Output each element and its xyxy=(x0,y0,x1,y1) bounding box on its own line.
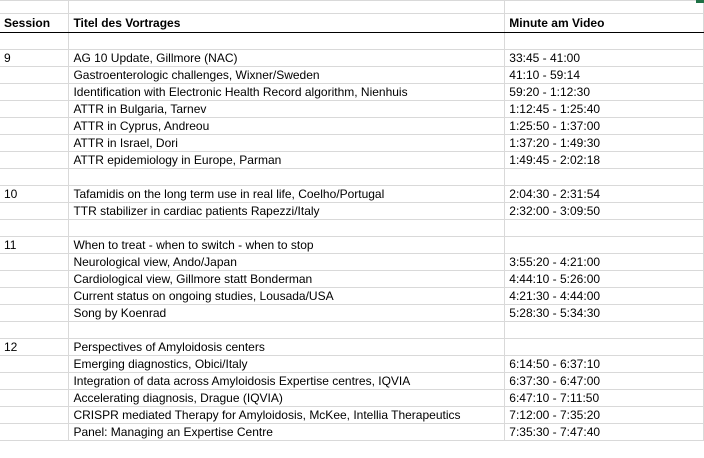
table-row xyxy=(0,117,704,134)
table-row xyxy=(0,338,704,355)
session-cell[interactable] xyxy=(0,151,69,168)
session-cell[interactable] xyxy=(0,219,69,236)
minute-cell[interactable]: 4:44:10 - 5:26:00 xyxy=(505,270,704,287)
table-row xyxy=(0,134,704,151)
minute-cell[interactable]: 2:32:00 - 3:09:50 xyxy=(505,202,704,219)
session-cell[interactable] xyxy=(0,66,69,83)
title-cell[interactable]: AG 10 Update, Gillmore (NAC) xyxy=(69,49,505,66)
title-cell[interactable]: Emerging diagnostics, Obici/Italy xyxy=(69,355,505,372)
title-cell[interactable] xyxy=(69,168,505,185)
minute-cell[interactable] xyxy=(505,32,704,49)
session-cell[interactable] xyxy=(0,270,69,287)
cell[interactable] xyxy=(69,0,505,13)
title-cell[interactable]: ATTR epidemiology in Europe, Parman xyxy=(69,151,505,168)
title-cell[interactable]: Panel: Managing an Expertise Centre xyxy=(69,423,505,440)
table-row xyxy=(0,270,704,287)
table-row xyxy=(0,253,704,270)
title-cell[interactable]: Identification with Electronic Health Record algorithm, Nienhuis xyxy=(69,83,505,100)
table-row xyxy=(0,304,704,321)
top-gridline xyxy=(0,0,704,1)
cell[interactable] xyxy=(0,0,69,13)
session-cell[interactable] xyxy=(0,372,69,389)
title-cell[interactable]: Cardiological view, Gillmore statt Bonderman xyxy=(69,270,505,287)
minute-cell[interactable]: 4:21:30 - 4:44:00 xyxy=(505,287,704,304)
minute-cell[interactable]: 59:20 - 1:12:30 xyxy=(505,83,704,100)
minute-cell[interactable]: 33:45 - 41:00 xyxy=(505,49,704,66)
title-cell[interactable]: Integration of data across Amyloidosis Expertise centres, IQVIA xyxy=(69,372,505,389)
minute-cell[interactable]: 5:28:30 - 5:34:30 xyxy=(505,304,704,321)
minute-cell[interactable]: 41:10 - 59:14 xyxy=(505,66,704,83)
table-row xyxy=(0,423,704,440)
header-row xyxy=(0,13,704,32)
minute-cell[interactable]: 7:35:30 - 7:47:40 xyxy=(505,423,704,440)
title-cell[interactable]: Accelerating diagnosis, Drague (IQVIA) xyxy=(69,389,505,406)
session-cell[interactable] xyxy=(0,202,69,219)
minute-cell[interactable] xyxy=(505,219,704,236)
table-row xyxy=(0,185,704,202)
session-cell[interactable] xyxy=(0,32,69,49)
session-cell[interactable] xyxy=(0,168,69,185)
table-row xyxy=(0,372,704,389)
title-cell[interactable] xyxy=(69,321,505,338)
table-row xyxy=(0,321,704,338)
title-cell[interactable]: When to treat - when to switch - when to stop xyxy=(69,236,505,253)
minute-cell[interactable]: 6:47:10 - 7:11:50 xyxy=(505,389,704,406)
minute-cell[interactable]: 3:55:20 - 4:21:00 xyxy=(505,253,704,270)
header-session[interactable]: Session xyxy=(0,13,69,32)
minute-cell[interactable]: 6:14:50 - 6:37:10 xyxy=(505,355,704,372)
table-row xyxy=(0,32,704,49)
session-cell[interactable]: 12 xyxy=(0,338,69,355)
table-row xyxy=(0,236,704,253)
title-cell[interactable] xyxy=(69,32,505,49)
title-cell[interactable] xyxy=(69,219,505,236)
minute-cell[interactable]: 7:12:00 - 7:35:20 xyxy=(505,406,704,423)
session-cell[interactable]: 9 xyxy=(0,49,69,66)
table-row xyxy=(0,389,704,406)
session-cell[interactable] xyxy=(0,117,69,134)
table-row xyxy=(0,219,704,236)
minute-cell[interactable]: 1:49:45 - 2:02:18 xyxy=(505,151,704,168)
session-cell[interactable] xyxy=(0,406,69,423)
spacer-row xyxy=(0,0,704,13)
table-row xyxy=(0,355,704,372)
title-cell[interactable]: ATTR in Bulgaria, Tarnev xyxy=(69,100,505,117)
minute-cell[interactable]: 1:25:50 - 1:37:00 xyxy=(505,117,704,134)
session-cell[interactable] xyxy=(0,287,69,304)
header-title[interactable]: Titel des Vortrages xyxy=(69,13,505,32)
session-cell[interactable] xyxy=(0,321,69,338)
table-row xyxy=(0,49,704,66)
table-row xyxy=(0,100,704,117)
minute-cell[interactable] xyxy=(505,321,704,338)
session-cell[interactable] xyxy=(0,304,69,321)
minute-cell[interactable] xyxy=(505,168,704,185)
session-cell[interactable] xyxy=(0,389,69,406)
session-cell[interactable] xyxy=(0,83,69,100)
selection-marker xyxy=(696,0,704,3)
title-cell[interactable]: Tafamidis on the long term use in real life, Coelho/Portugal xyxy=(69,185,505,202)
title-cell[interactable]: CRISPR mediated Therapy for Amyloidosis, McKee, Intellia Therapeutics xyxy=(69,406,505,423)
minute-cell[interactable]: 1:37:20 - 1:49:30 xyxy=(505,134,704,151)
session-cell[interactable]: 11 xyxy=(0,236,69,253)
title-cell[interactable]: Perspectives of Amyloidosis centers xyxy=(69,338,505,355)
title-cell[interactable]: Song by Koenrad xyxy=(69,304,505,321)
session-cell[interactable]: 10 xyxy=(0,185,69,202)
title-cell[interactable]: Gastroenterologic challenges, Wixner/Sweden xyxy=(69,66,505,83)
title-cell[interactable]: Neurological view, Ando/Japan xyxy=(69,253,505,270)
table-row xyxy=(0,66,704,83)
session-cell[interactable] xyxy=(0,134,69,151)
title-cell[interactable]: TTR stabilizer in cardiac patients Rapezzi/Italy xyxy=(69,202,505,219)
minute-cell[interactable] xyxy=(505,236,704,253)
title-cell[interactable]: ATTR in Israel, Dori xyxy=(69,134,505,151)
table-row xyxy=(0,168,704,185)
minute-cell[interactable]: 1:12:45 - 1:25:40 xyxy=(505,100,704,117)
session-cell[interactable] xyxy=(0,100,69,117)
table-row xyxy=(0,151,704,168)
table-row xyxy=(0,287,704,304)
table-row xyxy=(0,83,704,100)
table-row xyxy=(0,406,704,423)
title-cell[interactable]: ATTR in Cyprus, Andreou xyxy=(69,117,505,134)
minute-cell[interactable]: 2:04:30 - 2:31:54 xyxy=(505,185,704,202)
minute-cell[interactable]: 6:37:30 - 6:47:00 xyxy=(505,372,704,389)
table-row xyxy=(0,202,704,219)
session-cell[interactable] xyxy=(0,355,69,372)
title-cell[interactable]: Current status on ongoing studies, Lousada/USA xyxy=(69,287,505,304)
cell[interactable] xyxy=(505,0,704,13)
header-minute[interactable]: Minute am Video xyxy=(505,13,704,32)
session-cell[interactable] xyxy=(0,253,69,270)
minute-cell[interactable] xyxy=(505,338,704,355)
session-cell[interactable] xyxy=(0,423,69,440)
